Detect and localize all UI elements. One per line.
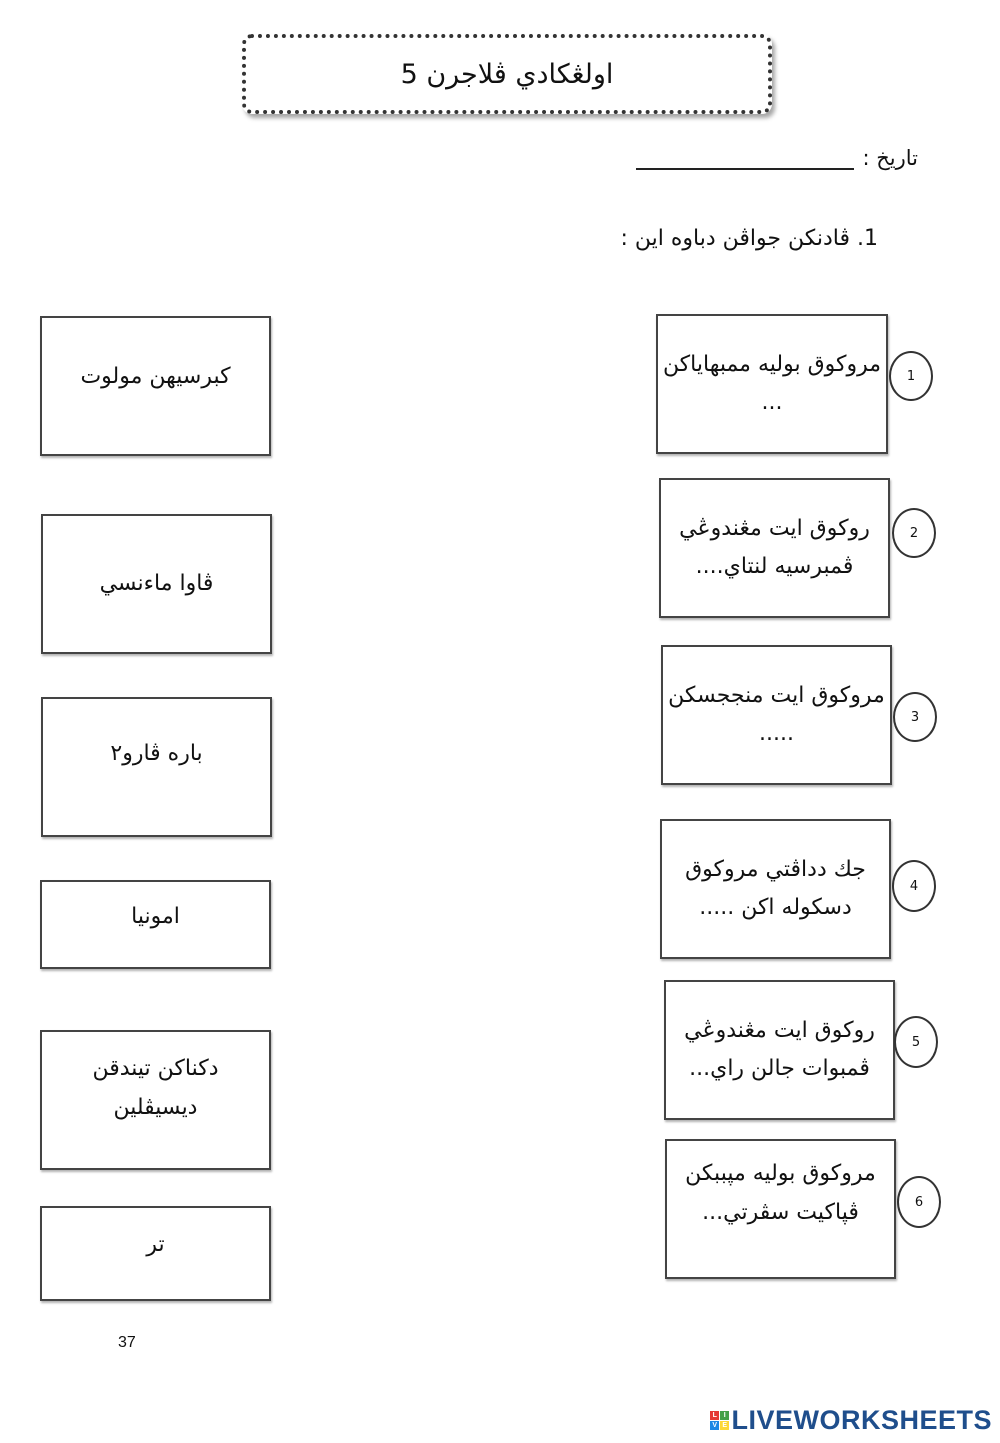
question-number-3: 3 xyxy=(893,692,937,742)
liveworksheets-brand[interactable] xyxy=(710,1405,992,1436)
brand-name: LIVEWORKSHEETS xyxy=(731,1405,992,1435)
worksheet-title xyxy=(242,34,772,114)
answer-box-1[interactable] xyxy=(40,316,271,456)
question-box-6[interactable] xyxy=(665,1139,896,1279)
question-number-1: 1 xyxy=(889,351,933,401)
page-number: 37 xyxy=(118,1334,136,1351)
answer-text: ڤاوا ماءنسي xyxy=(99,570,214,596)
question-text: جك دداڤتي مروكوق دسكوله اكن ..... xyxy=(685,856,866,920)
question-box-5[interactable] xyxy=(664,980,895,1120)
question-text: روكوق ايت مڠندوڠي ڤمبوات جالن راي... xyxy=(684,1017,875,1081)
worksheet-title-text: اولڠكادي ڤلاجرن 5 xyxy=(400,58,614,90)
answer-box-5[interactable] xyxy=(40,1030,271,1170)
answer-box-4[interactable] xyxy=(40,880,271,969)
question-box-1[interactable] xyxy=(656,314,888,454)
answer-text: تر xyxy=(146,1232,165,1257)
liveworksheets-logo-icon: L I V E xyxy=(712,1412,728,1429)
instruction: 1. ڤادنكن جواڤن دباوه اين : xyxy=(620,226,878,251)
answer-text: دكناكن تيندقن ديسيڤلين xyxy=(92,1056,219,1120)
answer-text: كبرسيهن مولوت xyxy=(80,364,231,389)
answer-box-3[interactable] xyxy=(41,697,272,837)
question-number-2: 2 xyxy=(892,508,936,558)
question-box-2[interactable] xyxy=(659,478,890,618)
question-text: روكوق ايت مڠندوڠي ڤمبرسيه لنتاي.... xyxy=(679,515,870,579)
question-box-3[interactable] xyxy=(661,645,892,785)
date-label: تاريخ : xyxy=(862,146,918,170)
date-row xyxy=(636,142,918,170)
question-text: مروكوق بوليه مپببكن ڤپاكيت سڤرتي... xyxy=(685,1161,876,1225)
question-number-5: 5 xyxy=(894,1016,938,1068)
answer-box-6[interactable] xyxy=(40,1206,271,1301)
date-input-line[interactable] xyxy=(636,142,854,170)
question-number-6: 6 xyxy=(897,1176,941,1228)
answer-text: باره ڤارو٢ xyxy=(110,741,203,766)
answer-box-2[interactable] xyxy=(41,514,272,654)
question-number-4: 4 xyxy=(892,860,936,912)
answer-text: امونيا xyxy=(131,904,180,929)
question-text: مروكوق ايت منججسكن ..... xyxy=(668,682,885,746)
question-box-4[interactable] xyxy=(660,819,891,959)
question-text: مروكوق بوليه ممبهاياكن ... xyxy=(662,351,882,415)
